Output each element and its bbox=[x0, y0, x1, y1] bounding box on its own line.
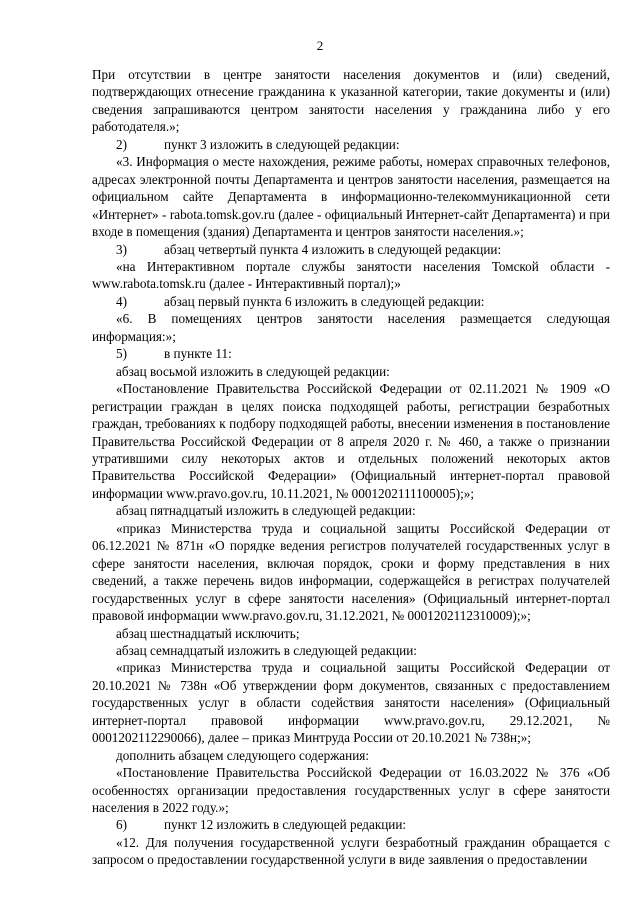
paragraph: «Постановление Правительства Российской Федерации от 16.03.2022 № 376 «Об особенностях организации предоставления государственных услуг в сфере занятости населения в 2022 году.»; bbox=[92, 765, 610, 816]
paragraph: «приказ Министерства труда и социальной защиты Российской Федерации от 20.10.2021 № 738н «Об утверждении форм документов, связанных с предоставлением государственных услуг в области содействия занятости населения» (Официальный интернет-портал правовой информации www.pravo.gov.ru, 29.12.2021, № 0001202112290066), далее – приказ Минтруда России от 20.10.2021 № 738н;»; bbox=[92, 660, 610, 746]
numbered-item bbox=[92, 816, 610, 833]
item-text: абзац первый пункта 6 изложить в следующей редакции: bbox=[164, 293, 485, 309]
page-number: 2 bbox=[316, 38, 324, 53]
paragraph: «3. Информация о месте нахождения, режиме работы, номерах справочных телефонов, адресах электронной почты Департамента и центров занятости населения, размещается на официальном сайте Департамента в информационно-телекоммуникационной сети «Интернет» - rabota.tomsk.gov.ru (далее - официальный Интернет-сайт Департамента) и при входе в помещения (здания) Департамента и центров занятости населения.»; bbox=[92, 154, 610, 240]
paragraph: абзац шестнадцатый исключить; bbox=[116, 625, 300, 641]
paragraph: «6. В помещениях центров занятости населения размещается следующая информация:»; bbox=[92, 311, 610, 344]
item-text: абзац четвертый пункта 4 изложить в следующей редакции: bbox=[164, 241, 502, 257]
paragraph: абзац пятнадцатый изложить в следующей редакции: bbox=[116, 503, 416, 519]
paragraph: «12. Для получения государственной услуги безработный гражданин обращается с запросом о предоставлении государственной услуги в виде заявления о предоставлении bbox=[92, 834, 610, 868]
item-number: 4) bbox=[116, 293, 127, 309]
item-text: пункт 12 изложить в следующей редакции: bbox=[164, 817, 407, 833]
numbered-item bbox=[92, 136, 610, 153]
paragraph: дополнить абзацем следующего содержания: bbox=[116, 747, 370, 763]
item-number: 2) bbox=[116, 136, 127, 152]
numbered-item bbox=[92, 293, 610, 310]
paragraph: абзац восьмой изложить в следующей редакции: bbox=[116, 363, 390, 379]
item-number: 6) bbox=[116, 817, 127, 833]
paragraph: «Постановление Правительства Российской Федерации от 02.11.2021 № 1909 «О регистрации граждан в целях поиска подходящей работы, регистрации безработных граждан, требованиях к подбору подходящей работы, внесении изменения в постановление Правительства Российской Федерации от 8 апреля 2020 г. № 460, а также о признании утратившими силу некоторых актов и отдельных положений некоторых актов Правительства Российской Федерации» (Официальный интернет-портал правовой информации www.pravo.gov.ru, 10.11.2021, № 0001202111100005);»; bbox=[92, 381, 610, 501]
paragraph: абзац семнадцатый изложить в следующей редакции: bbox=[116, 642, 417, 658]
paragraph: «на Интерактивном портале службы занятости населения Томской области - www.rabota.tomsk.ru (далее - Интерактивный портал);» bbox=[92, 258, 610, 292]
item-text: в пункте 11: bbox=[164, 346, 232, 362]
paragraph: «приказ Министерства труда и социальной защиты Российской Федерации от 06.12.2021 № 871н «О порядке ведения регистров получателей государственных услуг в сфере занятости населения, включая порядок, сроки и форму представления в них сведений, а также перечень видов информации, содержащейся в регистрах получателей государственных услуг в сфере занятости населения» (Официальный интернет-портал правовой информации www.pravo.gov.ru, 31.12.2021, № 0001202112310009);»; bbox=[92, 520, 610, 624]
item-number: 5) bbox=[116, 346, 127, 362]
numbered-item bbox=[92, 345, 610, 362]
numbered-item bbox=[92, 241, 610, 258]
document-body bbox=[92, 66, 610, 869]
item-number: 3) bbox=[116, 241, 127, 257]
paragraph: При отсутствии в центре занятости населения документов и (или) сведений, подтверждающих отнесение гражданина к указанной категории, такие документы и (или) сведения запрашиваются центром занятости населения у гражданина либо у его работодателя.»; bbox=[92, 67, 610, 135]
item-text: пункт 3 изложить в следующей редакции: bbox=[164, 136, 400, 152]
